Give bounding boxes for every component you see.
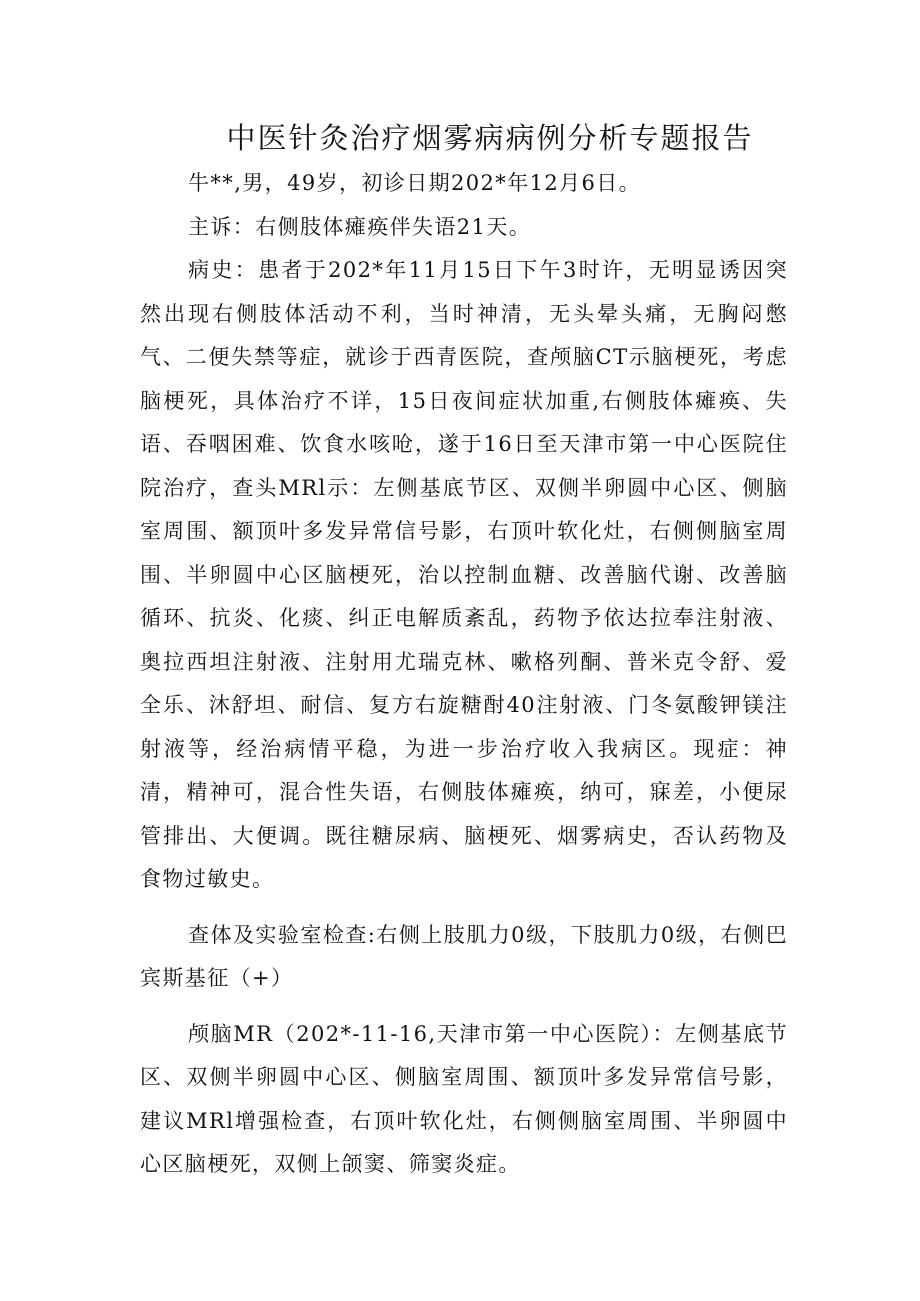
document-body <box>140 162 788 1187</box>
chief-complaint-paragraph: 主诉：右侧肢体瘫痪伴失语21天。 <box>188 214 532 239</box>
mri-result-paragraph: 颅脑MR（202*-11-16,天津市第一中心医院）：左侧基底节区、双侧半卵圆中心区、侧脑室周围、额顶叶多发异常信号影，建议MRl增强检查，右顶叶软化灶，右侧侧脑室周围、半卵圆中心区脑梗死，双侧上颌窦、筛窦炎症。 <box>140 1021 788 1176</box>
patient-info-paragraph: 牛**,男，49岁，初诊日期202*年12月6日。 <box>188 171 642 195</box>
document-title: 中医针灸治疗烟雾病病例分析专题报告 <box>226 121 754 155</box>
medical-history-paragraph: 病史：患者于202*年11月15日下午3时许，无明显诱因突然出现右侧肢体活动不利，当时神清，无头晕头痛，无胸闷憋气、二便失禁等症，就诊于西青医院，查颅脑CT示脑梗死，考虑脑梗死，具体治疗不详，15日夜间症状加重,右侧肢体瘫痪、失语、吞咽困难、饮食水咳呛，遂于16日至天津市第一中心医院住院治疗，查头MRl示：左侧基底节区、双侧半卵圆中心区、侧脑室周围、额顶叶多发异常信号影，右顶叶软化灶，右侧侧脑室周围、半卵圆中心区脑梗死，治以控制血糖、改善脑代谢、改善脑循环、抗炎、化痰、纠正电解质紊乱，药物予依达拉奉注射液、奥拉西坦注射液、注射用尤瑞克林、嗽格列酮、普米克令舒、爱全乐、沐舒坦、耐信、复方右旋糖酎40注射液、门冬氨酸钾镁注射液等，经治病情平稳，为进一步治疗收入我病区。现症：神清，精神可，混合性失语，右侧肢体瘫痪，纳可，寐差，小便尿管排出、大便调。既往糖尿病、脑梗死、烟雾病史，否认药物及食物过敏史。 <box>140 258 788 891</box>
physical-exam-paragraph: 查体及实验室检查:右侧上肢肌力0级，下肢肌力0级，右侧巴宾斯基征（+） <box>140 922 788 990</box>
